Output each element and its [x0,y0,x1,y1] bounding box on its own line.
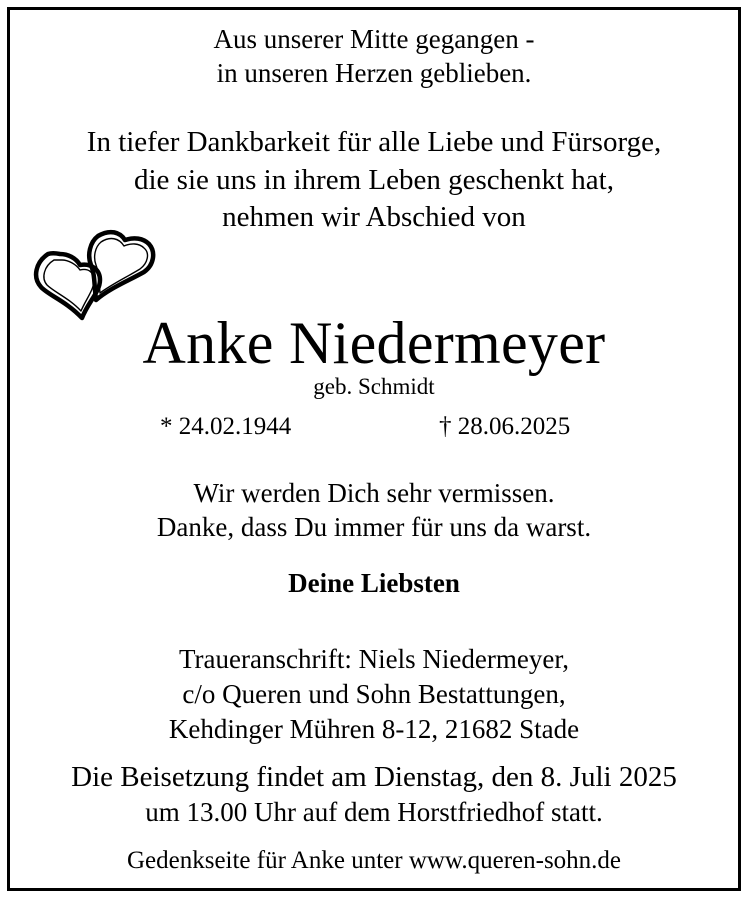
address-line-3: Kehdinger Mühren 8-12, 21682 Stade [168,714,580,744]
deceased-name: Anke Niedermeyer [142,310,606,376]
funeral-line-2: um 13.00 Uhr auf dem Horstfriedhof statt. [145,797,603,827]
header-line-2: in unseren Herzen geblieben. [216,58,532,88]
funeral-line-1: Die Beisetzung findet am Dienstag, den 8. Juli 2025 [71,761,677,793]
address-line-2: c/o Queren und Sohn Bestattungen, [182,679,566,709]
birth-date: * 24.02.1944 [160,413,292,440]
death-date: † 28.06.2025 [439,413,571,440]
intro-line-3: nehmen wir Abschied von [222,201,526,233]
memorial-page-note: Gedenkseite für Anke unter www.queren-sohn.de [126,847,622,874]
two-hearts-icon [30,222,160,327]
intro-line-2: die sie uns in ihrem Leben geschenkt hat, [134,164,614,196]
farewell-line-2: Danke, dass Du immer für uns da warst. [156,512,592,542]
farewell-line-1: Wir werden Dich sehr vermissen. [193,478,555,508]
birth-name: geb. Schmidt [313,374,435,399]
address-line-1: Traueranschrift: Niels Niedermeyer, [178,644,570,674]
header-line-1: Aus unserer Mitte gegangen - [213,24,535,54]
intro-line-1: In tiefer Dankbarkeit für alle Liebe und Fürsorge, [86,126,662,158]
signature: Deine Liebsten [288,568,460,598]
